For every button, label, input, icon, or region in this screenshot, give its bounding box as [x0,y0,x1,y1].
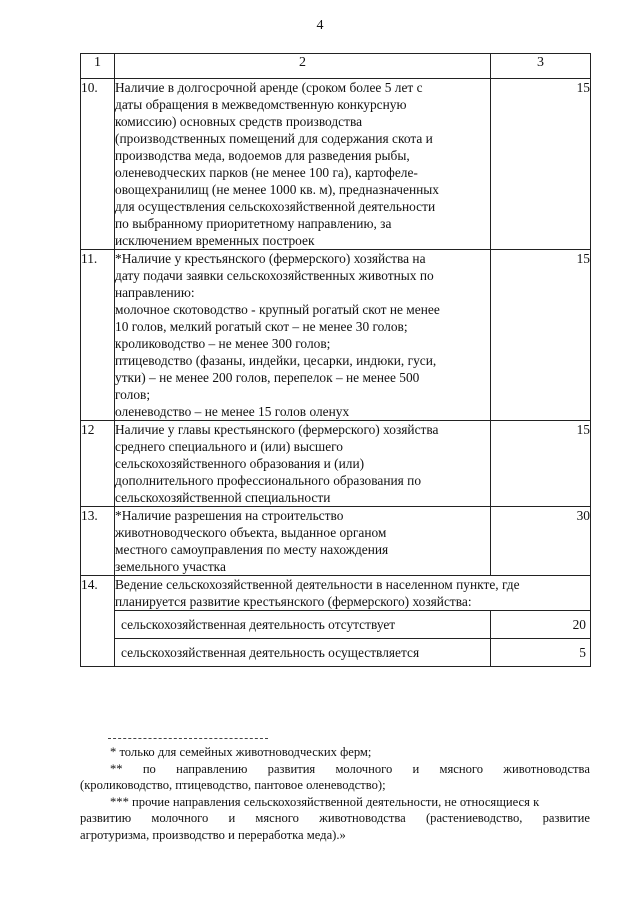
score-cell: 20 [491,611,591,639]
footnote-word: и [228,811,236,825]
footnote-2-line-1 [80,761,590,778]
criterion-line: *Наличие у крестьянского (фермерского) хозяйства на [115,251,426,266]
footnote-1: * только для семейных животноводческих ферм; [110,745,372,759]
footnote-separator [108,738,268,739]
row-number: 10. [81,79,115,250]
header-cell: 2 [115,54,491,79]
criterion-line: направлению: [115,285,195,300]
row-number: 12 [81,421,115,507]
footnote-word: молочного [151,811,209,825]
footnote-word: мясного [255,811,299,825]
subcriterion-text: сельскохозяйственная деятельность осуществляется [115,639,491,667]
table-subrow [81,639,591,667]
table-row [81,576,591,611]
row-number: 13. [81,507,115,576]
criterion-line: планируется развитие крестьянского (фермерского) хозяйства: [115,594,472,609]
footnote-3-line-3: агротуризма, производство и переработка меда).» [80,827,346,842]
footnote-word: направлению [176,761,248,776]
score-cell: 15 [491,421,591,507]
criterion-text [115,250,491,421]
criterion-line: местного самоуправления по месту нахождения [115,542,389,557]
criterion-line: производства меда, водоемов для разведения рыбы, [115,148,410,163]
criterion-text [115,421,491,507]
footnote-3-line-1: *** прочие направления сельскохозяйственной деятельности, не относящиеся к [110,794,540,809]
criterion-line: *Наличие разрешения на строительство [115,508,344,523]
criterion-line: оленеводческих парков (не менее 100 га), картофеле- [115,165,418,180]
criterion-line: кролиководство – не менее 300 голов; [115,336,331,351]
footnote-word: животноводства [319,811,406,825]
criterion-line: Ведение сельскохозяйственной деятельности в населенном пункте, где [115,577,520,592]
row-number: 14. [81,576,115,667]
footnote-3-line-2 [80,810,590,827]
criterion-line: утки) – не менее 200 голов, перепелок – не менее 500 [115,370,420,385]
criterion-line: среднего специального и (или) высшего [115,439,343,454]
score-cell: 30 [491,507,591,576]
footnote-2-marker: ** [110,761,123,776]
criterion-line: голов; [115,387,151,402]
criterion-line: оленеводство – не менее 15 голов оленух [115,404,350,419]
header-cell: 1 [81,54,115,79]
footnote-word: развитию [80,811,132,825]
footnote-word: развития [267,761,316,776]
table-subrow [81,611,591,639]
criterion-line: дату подачи заявки сельскохозяйственных животных по [115,268,434,283]
criterion-line: молочное скотоводство - крупный рогатый скот не менее [115,302,440,317]
header-cell: 3 [491,54,591,79]
criterion-line: для осуществления сельскохозяйственной деятельности [115,199,436,214]
criterion-line: животноводческого объекта, выданное органом [115,525,387,540]
criterion-text [115,79,491,250]
criterion-line: сельскохозяйственного образования и (или) [115,456,365,471]
criterion-line: по выбранному приоритетному направлению, за [115,216,392,231]
row-number: 11. [81,250,115,421]
criteria-table [80,53,591,667]
footnote-2-line-2: (кролиководство, птицеводство, пантовое оленеводство); [80,778,386,792]
page-number: 4 [316,18,324,33]
footnote-word: и [412,761,420,776]
criterion-line: сельскохозяйственной специальности [115,490,331,505]
criterion-line: овощехранилищ (не менее 1000 кв. м), предназначенных [115,182,440,197]
table-row [81,250,591,421]
subcriterion-text: сельскохозяйственная деятельность отсутствует [115,611,491,639]
score-cell: 5 [491,639,591,667]
criterion-line: дополнительного профессионального образования по [115,473,422,488]
criterion-line: 10 голов, мелкий рогатый скот – не менее 30 голов; [115,319,408,334]
table-row [81,507,591,576]
criterion-text [115,507,491,576]
criterion-line: Наличие у главы крестьянского (фермерского) хозяйства [115,422,439,437]
table-header-row [81,54,591,79]
score-cell: 15 [491,79,591,250]
footnote-word: мясного [439,761,484,776]
footnote-word: по [142,761,156,776]
criterion-line: птицеводство (фазаны, индейки, цесарки, индюки, гуси, [115,353,437,368]
criterion-line: земельного участка [115,559,226,574]
footnotes [80,744,590,843]
footnote-word: животноводства [503,761,590,776]
table-row [81,421,591,507]
criterion-text [115,576,591,611]
table-row [81,79,591,250]
criterion-line: (производственных помещений для содержания скота и [115,131,433,146]
footnote-word: молочного [335,761,393,776]
footnote-word: (растениеводство, [425,811,523,825]
criterion-line: исключением временных построек [115,233,315,248]
score-cell: 15 [491,250,591,421]
criterion-line: даты обращения в межведомственную конкурсную [115,97,407,112]
criterion-line: Наличие в долгосрочной аренде (сроком более 5 лет с [115,80,423,95]
footnote-word: развитие [542,811,590,825]
criterion-line: комиссию) основных средств производства [115,114,363,129]
